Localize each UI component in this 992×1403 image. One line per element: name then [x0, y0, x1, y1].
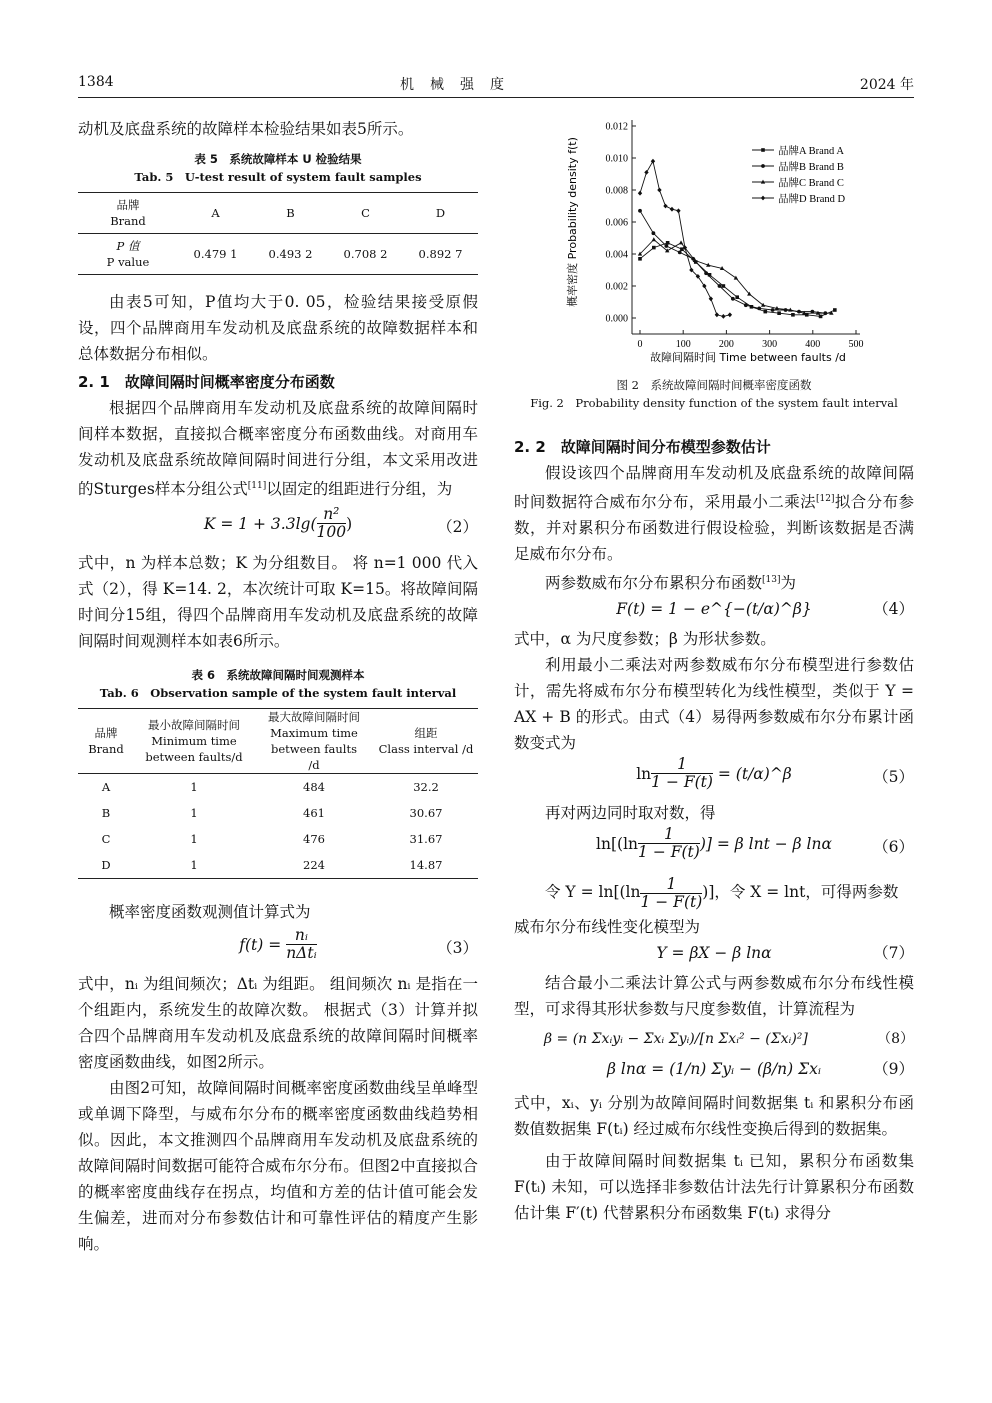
denominator: 1 − F(t): [640, 892, 703, 911]
row-en: P value: [106, 255, 150, 269]
data-point-3: [679, 240, 683, 244]
denominator: 1 − F(t): [638, 843, 700, 862]
equation-2: [78, 506, 478, 550]
equation-7: [514, 940, 914, 970]
data-point-4: [709, 296, 713, 301]
y-axis-label: 概率密度 Probability density f(t): [566, 137, 579, 307]
text: 两参数威布尔分布累积分布函数: [545, 574, 763, 593]
citation: [11]: [247, 481, 267, 491]
table-header: [254, 709, 374, 774]
data-point-2: [664, 244, 668, 248]
paragraph: 威布尔分布线性变化模型为: [514, 918, 701, 937]
data-point-2: [704, 271, 708, 275]
table-caption-en: Tab. 5 U-test result of system fault samples: [134, 170, 422, 184]
journal-title: 机 械 强 度: [400, 77, 505, 93]
data-point-1: [666, 241, 670, 245]
table-cell: 224: [303, 858, 325, 873]
fraction: [640, 876, 702, 911]
text: 为: [780, 574, 797, 593]
table-cell: A: [101, 780, 111, 795]
data-point-1: [833, 308, 837, 312]
data-point-2: [718, 284, 722, 288]
data-point-2: [638, 209, 642, 213]
fraction: [651, 756, 713, 791]
table-caption-en: Tab. 6 Observation sample of the system fault interval: [99, 686, 457, 701]
data-point-1: [735, 295, 739, 299]
eq-part: K = 1 + 3.3lg(: [203, 514, 317, 533]
data-point-2: [771, 308, 775, 312]
data-point-1: [791, 313, 795, 317]
data-point-4: [728, 312, 732, 317]
x-tick-label: 200: [718, 339, 734, 350]
table-cell: D: [101, 858, 111, 873]
header-cn: 最大故障间隔时间: [268, 710, 360, 725]
header-en: Maximum time between faults /d: [270, 726, 358, 773]
legend-label: 品牌C Brand C: [778, 178, 844, 189]
equation-6: [514, 826, 914, 870]
x-axis-label: 故障间隔时间 Time between faults /d: [650, 351, 846, 364]
denominator: 100: [316, 523, 347, 542]
table-5: [78, 150, 478, 275]
header-en: Class interval /d: [378, 742, 474, 757]
data-point-4: [651, 159, 655, 164]
table-cell: 476: [303, 832, 325, 847]
table-header: C: [361, 206, 370, 220]
equation-number: （2）: [437, 518, 478, 537]
data-point-4: [663, 204, 667, 209]
data-point-4: [715, 312, 719, 317]
table-header: [374, 709, 478, 774]
eq-part: β = (n Σxᵢyᵢ − Σxᵢ Σyᵢ)/[n Σxᵢ² − (Σxᵢ)²]: [544, 1031, 808, 1048]
paragraph: 由表5可知，P值均大于0. 05，检验结果接受原假设，四个品牌商用车发动机及底盘系统的故障数据样本和总体数据分布相似。: [78, 293, 478, 363]
eq-part: (1/n) Σyᵢ − (β/n) Σxᵢ: [669, 1060, 821, 1079]
equation-number: （5）: [873, 768, 914, 787]
year: 2024 年: [859, 77, 914, 93]
paragraph: 由图2可知，故障间隔时间概率密度函数曲线呈单峰型或单调下降型，与威布尔分布的概率密度函数曲线趋势相似。因此，本文推测四个品牌商用车发动机及底盘系统的故障间隔时间数据可能符合威布尔分布。但图2中直接拟合的概率密度曲线存在拐点，均值和方差的估计值可能会发生偏差，进而对分布参数估计和可靠性评估的精度产生影响。: [78, 1079, 478, 1254]
section-heading: 2. 2 故障间隔时间分布模型参数估计: [514, 438, 771, 456]
data-point-1: [819, 315, 823, 319]
header-en: Brand: [88, 742, 124, 757]
header-cn: 最小故障间隔时间: [148, 718, 240, 733]
data-point-4: [670, 207, 674, 212]
data-point-4: [676, 208, 680, 213]
data-point-legend: [761, 148, 765, 152]
y-tick-label: 0.004: [605, 249, 628, 261]
table-header: [134, 709, 254, 774]
legend-label: 品牌D Brand D: [778, 194, 846, 205]
x-tick-label: 100: [675, 339, 691, 350]
data-point-4: [657, 188, 661, 193]
text: 拟合分布参数，并对累积分布函数进行假设检验，判断该数据是否满足威布尔分布。: [514, 493, 914, 564]
paragraph: [514, 567, 914, 596]
y-tick-label: 0.002: [605, 281, 628, 293]
y-tick-label: 0.006: [605, 217, 628, 229]
header-cn: 品牌: [94, 726, 118, 741]
paragraph: 利用最小二乘法对两参数威布尔分布模型进行参数估计，需先将威布尔分布模型转化为线性模型，类似于 Y = AX + B 的形式。由式（4）易得两参数威布尔分布累计函数变式为: [514, 656, 914, 753]
table-cell: 484: [303, 780, 325, 795]
equation-4: [514, 596, 914, 626]
numerator: nᵢ: [286, 927, 317, 945]
equation-number: （6）: [873, 838, 914, 857]
data-point-3: [734, 276, 738, 280]
y-tick-label: 0.012: [605, 121, 628, 133]
row-cn: P 值: [116, 239, 140, 253]
data-point-2: [651, 231, 655, 235]
numerator: n²: [317, 506, 347, 524]
equation-8: [514, 1022, 914, 1056]
table-caption-cn: 表 5 系统故障样本 U 检验结果: [194, 152, 362, 166]
table-header: [78, 709, 134, 774]
data-point-1: [652, 246, 656, 250]
y-tick-label: 0.010: [605, 153, 628, 165]
table-cell: 0.708 2: [343, 247, 388, 261]
table-cell: 32.2: [413, 780, 439, 795]
table-6: [78, 666, 478, 879]
data-point-2: [744, 303, 748, 307]
data-point-1: [763, 310, 767, 314]
text: )]，令 X = lnt，可得两参数: [702, 883, 899, 902]
x-tick-label: 400: [805, 339, 821, 350]
table-cell: 31.67: [409, 832, 443, 847]
section-heading: 2. 1 故障间隔时间概率密度分布函数: [78, 373, 335, 391]
data-point-1: [722, 284, 726, 288]
right-column: [514, 434, 914, 1226]
data-point-legend: [761, 196, 765, 201]
header-rule: [78, 97, 914, 98]
header-en: Minimum time between faults/d: [145, 734, 243, 765]
eq-part: F(t) = 1 − e^{−(t/α)^β}: [616, 600, 812, 619]
data-point-2: [731, 297, 735, 301]
table-cell: 461: [303, 806, 325, 821]
equation-number: （4）: [873, 600, 914, 619]
table-cell: 1: [190, 832, 198, 847]
paragraph: 结合最小二乘法计算公式与两参数威布尔分布线性模型，可求得其形状参数与尺度参数值，计算流程为: [514, 974, 914, 1019]
table-header: [78, 193, 178, 234]
legend-label: 品牌B Brand B: [778, 162, 844, 173]
table: [78, 192, 478, 275]
equation-5: [514, 756, 914, 800]
paragraph: [514, 870, 914, 914]
paragraph: [514, 460, 914, 567]
table-caption-cn: 表 6 系统故障间隔时间观测样本: [191, 668, 365, 683]
table-cell: 0.479 1: [193, 247, 238, 261]
table-cell: 0.493 2: [268, 247, 313, 261]
eq-part: ): [346, 514, 353, 533]
figure-caption-cn: 图 2 系统故障间隔时间概率密度函数: [616, 378, 812, 392]
data-point-1: [777, 311, 781, 315]
paragraph: 式中，α 为尺度参数；β 为形状参数。: [514, 630, 776, 649]
numerator: 1: [651, 756, 713, 774]
eq-part: ln: [636, 764, 652, 783]
paragraph: 式中，nᵢ 为组间频次；Δtᵢ 为组距。 组间频次 nᵢ 是指在一个组距内，系统发生的故障次数。 根据式（3）计算并拟合四个品牌商用车发动机及底盘系统的故障间隔时间概率密度函数曲线，如图2所示。: [78, 975, 478, 1072]
table-cell: 1: [190, 858, 198, 873]
y-tick-label: 0.008: [605, 185, 628, 197]
header-cn: 品牌: [116, 198, 140, 212]
x-tick-label: 0: [637, 339, 643, 350]
eq-part: β lnα =: [607, 1060, 665, 1079]
fraction: [638, 826, 700, 861]
page-number: 1384: [78, 74, 114, 90]
table-header: B: [286, 206, 295, 220]
x-tick-label: 500: [848, 339, 864, 350]
figure-caption-en: Fig. 2 Probability density function of the system fault interval: [530, 396, 898, 410]
table-cell: 1: [190, 780, 198, 795]
paragraph: 式中，xᵢ、yᵢ 分别为故障间隔时间数据集 tᵢ 和累积分布函数值数据集 F(tᵢ) 经过威布尔线性变换后得到的数据集。: [514, 1094, 914, 1139]
numerator: 1: [640, 876, 702, 894]
data-point-3: [652, 237, 656, 241]
data-point-legend: [761, 164, 765, 168]
header-en: Brand: [110, 214, 146, 228]
denominator: 1 − F(t): [651, 773, 713, 792]
data-point-4: [638, 191, 642, 196]
fraction: [286, 927, 317, 962]
text: 根据四个品牌商用车发动机及底盘系统的故障间隔时间样本数据，直接拟合概率密度分布函数曲线。对商用车发动机及底盘系统故障间隔时间进行分组，本文采用改进的Sturges样本分组公式: [78, 399, 478, 499]
table-cell: B: [101, 806, 111, 821]
y-tick-label: 0.000: [605, 313, 628, 325]
data-point-4: [644, 170, 648, 175]
eq-part: ln[(ln: [596, 834, 639, 853]
table-cell: 14.87: [409, 858, 443, 873]
citation: [12]: [816, 494, 835, 504]
paragraph: 再对两边同时取对数，得: [545, 804, 716, 823]
table-row-label: [78, 234, 178, 275]
numerator: 1: [638, 826, 700, 844]
data-point-2: [678, 251, 682, 255]
eq-part: Y = βX − β lnα: [656, 944, 772, 963]
x-tick-label: 300: [762, 339, 778, 350]
fraction: [317, 506, 347, 541]
eq-part: )] = β lnt − β lnα: [699, 834, 832, 853]
table-cell: 30.67: [409, 806, 443, 821]
data-point-1: [638, 257, 642, 261]
line-chart: [514, 112, 914, 372]
eq-part: = (t/α)^β: [717, 764, 792, 783]
left-column: [78, 116, 478, 1257]
table-header: D: [435, 206, 446, 220]
table: [78, 708, 478, 879]
text: 令 Y = ln[(ln: [545, 883, 641, 902]
data-point-2: [757, 307, 761, 311]
equation-number: （3）: [437, 939, 478, 958]
data-point-4: [721, 314, 725, 319]
table-cell: 0.892 7: [418, 247, 463, 261]
paragraph: 由于故障间隔时间数据集 tᵢ 已知，累积分布函数集 F(tᵢ) 未知，可以选择非参数估计法先行计算累积分布函数估计集 F′(t) 代替累积分布函数集 F(tᵢ) 求得分: [514, 1152, 914, 1223]
equation-number: （7）: [873, 944, 914, 963]
paragraph: [78, 395, 478, 502]
equation-number: （9）: [873, 1060, 914, 1079]
text: 假设该四个品牌商用车发动机及底盘系统的故障间隔时间数据符合威布尔分布，采用最小二乘法: [514, 464, 914, 512]
table-cell: C: [101, 832, 111, 847]
paragraph: 概率密度函数观测值计算式为: [109, 903, 311, 922]
legend-label: 品牌A Brand A: [778, 146, 844, 157]
eq-part: f(t) =: [239, 935, 282, 954]
equation-3: [78, 927, 478, 971]
table-cell: 1: [190, 806, 198, 821]
paragraph: 式中，n 为样本总数；K 为分组数目。 将 n=1 000 代入式（2），得 K=14. 2，本次统计可取 K=15。将故障间隔时间分15组，得四个品牌商用车发动机及底盘系统的故障间隔时间观测样本如表6所示。: [78, 554, 478, 651]
figure-2: [514, 112, 914, 422]
equation-number: （8）: [877, 1031, 914, 1048]
text: 以固定的组距进行分组，为: [266, 480, 453, 499]
citation: [13]: [762, 575, 781, 586]
header-cn: 组距: [414, 726, 438, 741]
paragraph: 动机及底盘系统的故障样本检验结果如表5所示。: [78, 120, 414, 138]
table-header: A: [211, 206, 220, 220]
equation-9: [514, 1056, 914, 1090]
denominator: nΔtᵢ: [286, 944, 317, 963]
